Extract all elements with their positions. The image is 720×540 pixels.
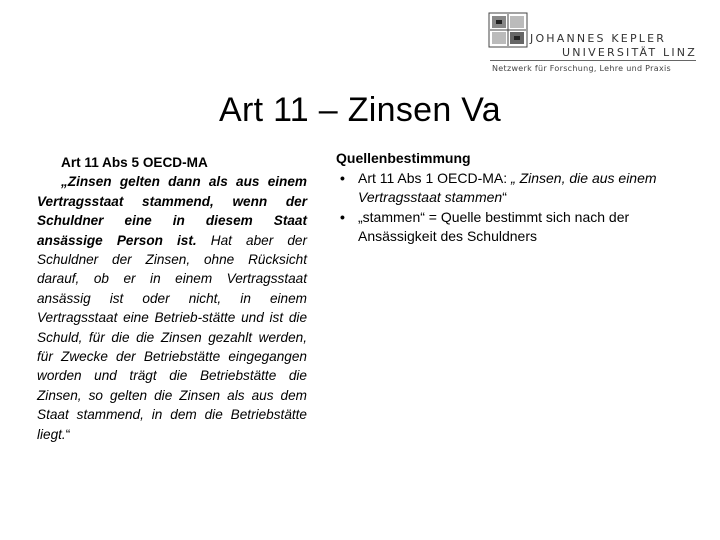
bullet-list (336, 169, 686, 247)
list-item (336, 169, 686, 208)
item2-text: „stammen“ = Quelle bestimmt sich nach der Ansässigkeit des Schuldners (358, 208, 630, 244)
bullet-icon: • (340, 208, 345, 225)
item1-suffix: “ (502, 189, 507, 205)
legal-quote-close: “ (65, 426, 71, 442)
logo-divider (490, 60, 696, 61)
legal-quote-bold: „Zinsen gelten dann als aus einem Vertragsstaat stammend, wenn der Schuldner eine in diesem Staat ansässige Person ist. (37, 174, 307, 248)
bullet-icon: • (340, 169, 345, 186)
logo-line1: JOHANNES KEPLER (530, 32, 667, 45)
item1-prefix: Art 11 Abs 1 OECD-MA: (358, 169, 512, 186)
source-rules-block (336, 149, 686, 247)
logo-line2: UNIVERSITÄT LINZ (562, 46, 697, 59)
right-heading: Quellenbestimmung (336, 150, 471, 166)
university-logo (488, 12, 698, 74)
list-item (336, 208, 686, 247)
legal-text-block (37, 153, 307, 444)
slide-title: Art 11 – Zinsen Va (219, 91, 501, 129)
legal-quote (37, 172, 307, 444)
legal-quote-rest: Hat aber der Schuldner der Zinsen, ohne Rücksicht darauf, ob er in einem Vertragsstaat ansässig ist oder nicht, in einem Vertragsstaat eine Betrieb-stätte und ist die Schuld, für die die Zinsen gezahlt werden, für Zwecke der Betriebstätte eingegangen worden und trägt die Betriebstätte die Zinsen, so gelten die Zinsen als aus dem Staat stammend, in dem die Betriebstätte liegt. (37, 232, 308, 442)
left-heading: Art 11 Abs 5 OECD-MA (61, 155, 208, 170)
logo-tagline: Netzwerk für Forschung, Lehre und Praxis (492, 64, 671, 73)
item1-italic: „ Zinsen, die aus einem Vertragsstaat stammen (358, 169, 657, 205)
crest-icon (488, 12, 528, 48)
